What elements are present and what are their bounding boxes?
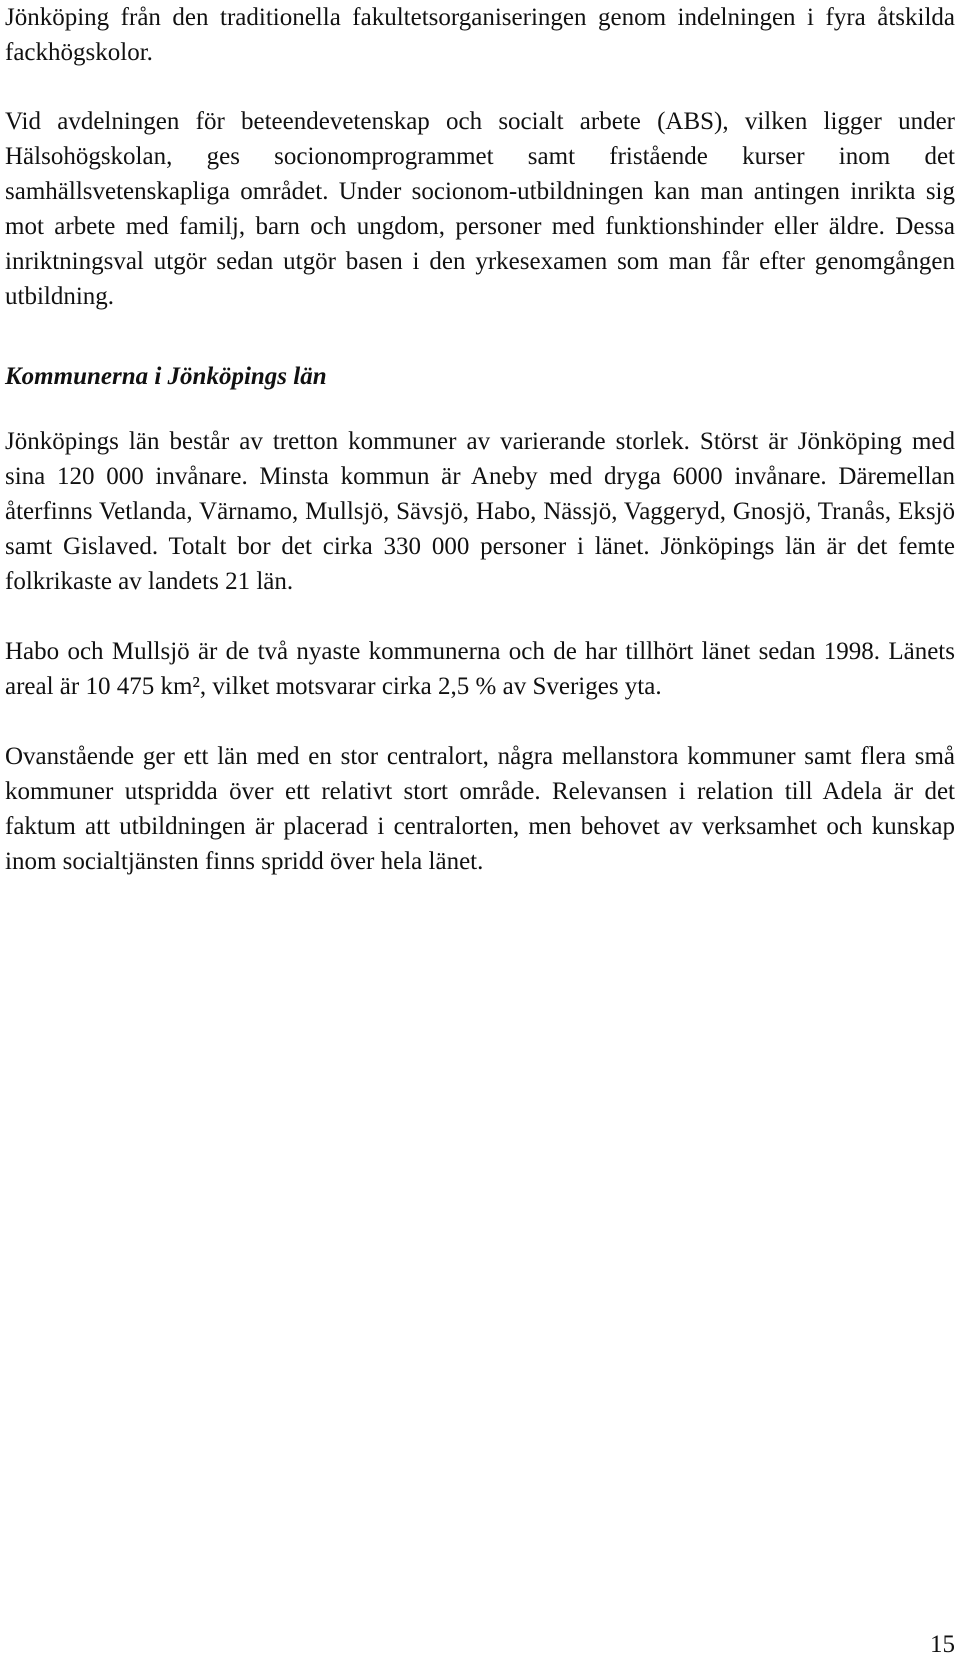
paragraph-abs: Vid avdelningen för beteendevetenskap och socialt arbete (ABS), vilken ligger under Hälsohögskolan, ges socionomprogrammet samt fristående kurser inom det samhällsvetenskapliga området. Under socionom-utbildningen kan man antingen inrikta sig mot arbete med familj, barn och ungdom, personer med funktionshinder eller äldre. Dessa inriktningsval utgör sedan utgör basen i den yrkesexamen som man får efter genomgången utbildning.	[5, 108, 955, 310]
paragraph-intro: Jönköping från den traditionella fakultetsorganiseringen genom indelningen i fyra åtskilda fackhögskolor.	[5, 4, 955, 66]
page-number: 15	[930, 1631, 955, 1658]
document-page	[5, 0, 955, 879]
paragraph-lan-relevans: Ovanstående ger ett län med en stor centralort, några mellanstora kommuner samt flera små kommuner utspridda över ett relativt stort område. Relevansen i relation till Adela är det faktum att utbildningen är placerad i centralorten, men behovet av verksamhet och kunskap inom socialtjänsten finns spridd över hela länet.	[5, 743, 955, 875]
paragraph-lan-areal: Habo och Mullsjö är de två nyaste kommunerna och de har tillhört länet sedan 1998. Länets areal är 10 475 km², vilket motsvarar cirka 2,5 % av Sveriges yta.	[5, 638, 955, 700]
paragraph-lan-kommuner: Jönköpings län består av tretton kommuner av varierande storlek. Störst är Jönköping med sina 120 000 invånare. Minsta kommun är Aneby med dryga 6000 invånare. Däremellan återfinns Vetlanda, Värnamo, Mullsjö, Sävsjö, Habo, Nässjö, Vaggeryd, Gnosjö, Tranås, Eksjö samt Gislaved. Totalt bor det cirka 330 000 personer i länet. Jönköpings län är det femte folkrikaste av landets 21 län.	[5, 428, 955, 595]
section-heading: Kommunerna i Jönköpings län	[5, 363, 327, 390]
